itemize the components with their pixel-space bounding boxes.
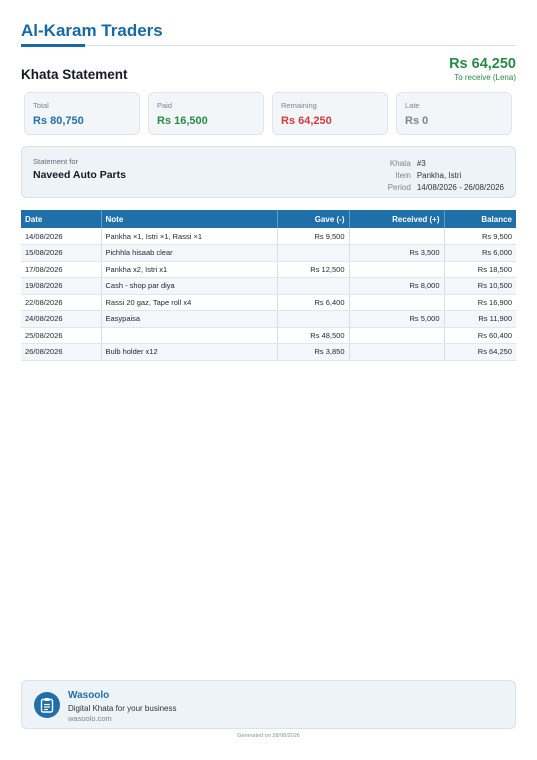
- cell-balance: Rs 11,900: [444, 311, 516, 328]
- header-accent-bar: [21, 44, 85, 47]
- statement-title: Khata Statement: [21, 67, 128, 82]
- table-row: [21, 294, 516, 311]
- cell-received: Rs 8,000: [349, 278, 444, 295]
- summary-value: Rs 80,750: [33, 115, 84, 127]
- cell-gave: [277, 245, 349, 262]
- headline-note: To receive (Lena): [454, 73, 516, 82]
- cell-note: Pankha ×1, Istri ×1, Rassi ×1: [101, 228, 277, 245]
- cell-note: [101, 327, 277, 344]
- customer-panel: [21, 146, 516, 198]
- cell-gave: Rs 12,500: [277, 261, 349, 278]
- cell-date: 19/08/2026: [21, 278, 101, 295]
- customer-label: Statement for: [33, 157, 79, 166]
- headline-amount: Rs 64,250: [449, 56, 516, 72]
- cell-note: Pankha x2, Istri x1: [101, 261, 277, 278]
- summary-card-remaining: [272, 92, 388, 135]
- cell-date: 24/08/2026: [21, 311, 101, 328]
- cell-received: [349, 294, 444, 311]
- generated-date: Generated on 28/08/2026: [237, 733, 300, 739]
- app-tagline: Digital Khata for your business: [68, 704, 177, 713]
- table-row: [21, 278, 516, 295]
- meta-row-period: [385, 181, 504, 193]
- cell-received: [349, 261, 444, 278]
- app-footer-card: [21, 680, 516, 729]
- cell-date: 26/08/2026: [21, 344, 101, 361]
- cell-date: 17/08/2026: [21, 261, 101, 278]
- column-header-gave: Gave (-): [277, 210, 349, 228]
- cell-gave: Rs 48,500: [277, 327, 349, 344]
- cell-balance: Rs 10,500: [444, 278, 516, 295]
- cell-received: [349, 228, 444, 245]
- meta-key: Item: [395, 170, 411, 180]
- summary-label: Total: [33, 101, 49, 110]
- cell-date: 15/08/2026: [21, 245, 101, 262]
- cell-note: Easypaisa: [101, 311, 277, 328]
- meta-value: #3: [416, 158, 426, 168]
- table-row: [21, 327, 516, 344]
- column-header-received: Received (+): [349, 210, 444, 228]
- meta-row-khata: [385, 157, 504, 169]
- summary-card-total: [24, 92, 140, 135]
- cell-gave: [277, 278, 349, 295]
- column-header-balance: Balance: [444, 210, 516, 228]
- cell-balance: Rs 16,900: [444, 294, 516, 311]
- cell-received: Rs 3,500: [349, 245, 444, 262]
- cell-balance: Rs 18,500: [444, 261, 516, 278]
- meta-key: Khata: [389, 158, 411, 168]
- summary-label: Paid: [157, 101, 173, 110]
- summary-value: Rs 16,500: [157, 115, 208, 127]
- cell-gave: Rs 9,500: [277, 228, 349, 245]
- table-row: [21, 311, 516, 328]
- cell-received: [349, 327, 444, 344]
- header-divider: [21, 45, 516, 46]
- table-row: [21, 344, 516, 361]
- cell-received: Rs 5,000: [349, 311, 444, 328]
- column-header-note: Note: [101, 210, 277, 228]
- cell-balance: Rs 60,400: [444, 327, 516, 344]
- business-name: Al-Karam Traders: [21, 21, 163, 40]
- summary-label: Late: [405, 101, 420, 110]
- cell-gave: Rs 6,400: [277, 294, 349, 311]
- app-name: Wasoolo: [68, 690, 110, 701]
- ledger-table: [21, 210, 516, 361]
- khata-meta: [385, 157, 504, 193]
- summary-cards: [24, 92, 512, 135]
- cell-note: Rassi 20 gaz, Tape roll x4: [101, 294, 277, 311]
- summary-card-late: [396, 92, 512, 135]
- cell-received: [349, 344, 444, 361]
- cell-date: 25/08/2026: [21, 327, 101, 344]
- cell-balance: Rs 6,000: [444, 245, 516, 262]
- cell-date: 14/08/2026: [21, 228, 101, 245]
- app-url: wasoolo.com: [68, 714, 112, 723]
- customer-name: Naveed Auto Parts: [33, 169, 126, 181]
- cell-note: Bulb holder x12: [101, 344, 277, 361]
- meta-value: Pankha, Istri: [416, 170, 462, 180]
- cell-note: Cash - shop par diya: [101, 278, 277, 295]
- summary-value: Rs 64,250: [281, 115, 332, 127]
- cell-note: Pichhla hisaab clear: [101, 245, 277, 262]
- cell-gave: [277, 311, 349, 328]
- summary-card-paid: [148, 92, 264, 135]
- clipboard-icon: [34, 692, 60, 718]
- cell-balance: Rs 64,250: [444, 344, 516, 361]
- table-row: [21, 228, 516, 245]
- meta-key: Period: [387, 182, 411, 192]
- meta-value: 14/08/2026 - 26/08/2026: [416, 182, 504, 192]
- summary-label: Remaining: [281, 101, 317, 110]
- cell-gave: Rs 3,850: [277, 344, 349, 361]
- table-header-row: [21, 210, 516, 228]
- cell-date: 22/08/2026: [21, 294, 101, 311]
- meta-row-item: [385, 169, 504, 181]
- cell-balance: Rs 9,500: [444, 228, 516, 245]
- column-header-date: Date: [21, 210, 101, 228]
- table-row: [21, 245, 516, 262]
- summary-value: Rs 0: [405, 115, 429, 127]
- table-row: [21, 261, 516, 278]
